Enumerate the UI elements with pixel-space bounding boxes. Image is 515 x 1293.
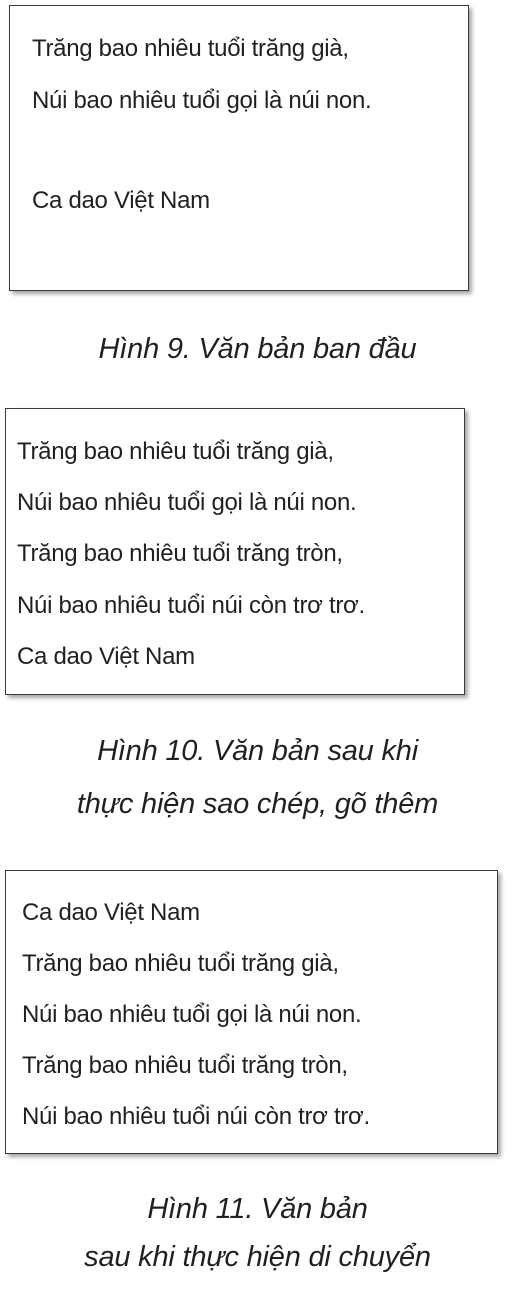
poem-source: Ca dao Việt Nam bbox=[17, 643, 195, 670]
figure-11-caption-line-2: sau khi thực hiện di chuyển bbox=[84, 1241, 431, 1273]
poem-line-3: Trăng bao nhiêu tuổi trăng tròn, bbox=[17, 540, 343, 567]
figure-10-caption-line-1: Hình 10. Văn bản sau khi bbox=[97, 735, 418, 767]
figure-11-caption-line-1: Hình 11. Văn bản bbox=[147, 1193, 368, 1225]
poem-source: Ca dao Việt Nam bbox=[22, 899, 200, 926]
poem-line-2: Núi bao nhiêu tuổi gọi là núi non. bbox=[17, 489, 357, 516]
figure-9-text-box bbox=[9, 5, 469, 291]
poem-line-2: Núi bao nhiêu tuổi gọi là núi non. bbox=[32, 87, 372, 114]
poem-line-1: Trăng bao nhiêu tuổi trăng già, bbox=[17, 438, 334, 465]
figure-9-caption: Hình 9. Văn bản ban đầu bbox=[98, 333, 417, 365]
figure-10-text-box bbox=[5, 408, 465, 695]
poem-line-4: Núi bao nhiêu tuổi núi còn trơ trơ. bbox=[17, 592, 365, 619]
poem-line-2: Núi bao nhiêu tuổi gọi là núi non. bbox=[22, 1001, 362, 1028]
poem-line-3: Trăng bao nhiêu tuổi trăng tròn, bbox=[22, 1052, 348, 1079]
figure-11-text-box bbox=[5, 870, 498, 1154]
poem-line-1: Trăng bao nhiêu tuổi trăng già, bbox=[22, 950, 339, 977]
poem-source: Ca dao Việt Nam bbox=[32, 187, 210, 214]
poem-line-1: Trăng bao nhiêu tuổi trăng già, bbox=[32, 35, 349, 62]
poem-line-4: Núi bao nhiêu tuổi núi còn trơ trơ. bbox=[22, 1103, 370, 1130]
figure-10-caption-line-2: thực hiện sao chép, gõ thêm bbox=[76, 788, 439, 820]
